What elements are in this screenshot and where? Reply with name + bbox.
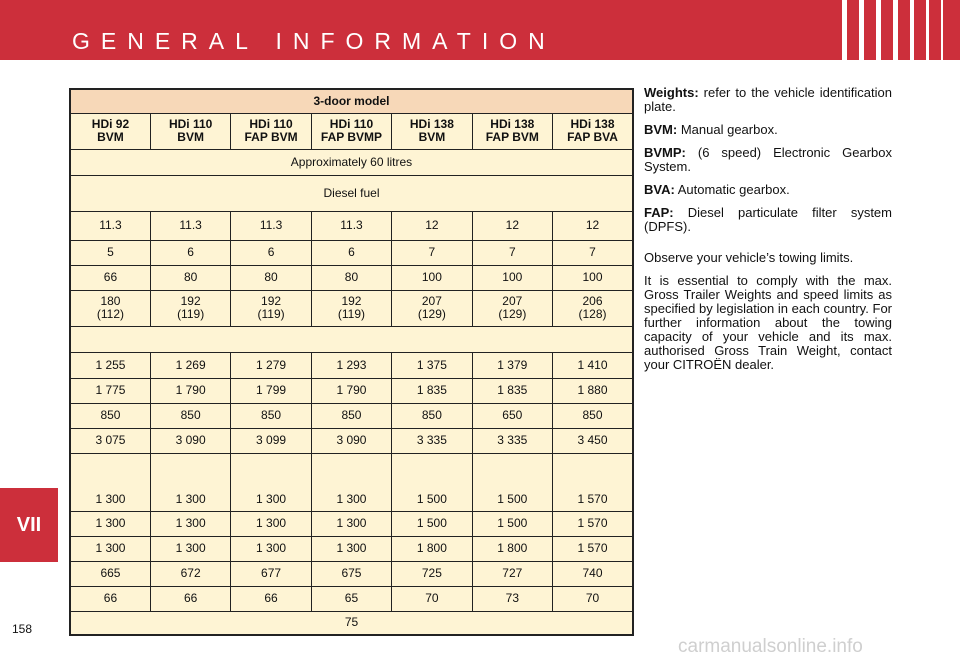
page-title: GENERAL INFORMATION (72, 28, 556, 54)
table-cell: 1 300 (150, 453, 230, 511)
fuel-cell: Diesel fuel (70, 175, 633, 211)
table-cell: 850 (70, 403, 150, 428)
table-row (70, 378, 633, 403)
table-row (70, 511, 633, 536)
note-towing-details: It is essential to comply with the max. Gross Trailer Weights and speed limits as specified by legislation in each country. For further information about the towing capacity of your vehicle and its max. authorised Gross Train Weight, contact your CITROËN dealer. (644, 273, 892, 372)
table-cell: 1 300 (231, 536, 311, 561)
table-cell: 80 (311, 265, 391, 290)
table-cell: 3 335 (472, 428, 552, 453)
table-cell: 1 279 (231, 352, 311, 378)
note-bvm: BVM: Manual gearbox. (644, 122, 778, 137)
table-cell: 12 (553, 211, 633, 240)
table-row (70, 211, 633, 240)
last-row-cell: 75 (70, 611, 633, 635)
note-fap: FAP: Diesel particulate filter system (DPFS). (644, 205, 892, 234)
table-cell: 7 (472, 240, 552, 265)
table-cell: 7 (392, 240, 472, 265)
table-cell: 1 410 (553, 352, 633, 378)
column-header: HDi 138 FAP BVM (472, 113, 552, 149)
table-cell: 66 (150, 586, 230, 611)
table-cell: 1 799 (231, 378, 311, 403)
table-cell: 207 (129) (472, 290, 552, 326)
header-stripe (941, 0, 943, 60)
table-cell: 12 (392, 211, 472, 240)
table-cell: 1 300 (70, 453, 150, 511)
table-cell: 80 (231, 265, 311, 290)
table-cell: 100 (553, 265, 633, 290)
table-cell: 70 (553, 586, 633, 611)
table-cell: 66 (231, 586, 311, 611)
table-cell: 740 (553, 561, 633, 586)
column-header: HDi 138 FAP BVA (553, 113, 633, 149)
page-number: 158 (12, 622, 33, 636)
table-cell: 650 (472, 403, 552, 428)
table-cell: 1 880 (553, 378, 633, 403)
table-cell: 1 300 (70, 511, 150, 536)
table-cell: 677 (231, 561, 311, 586)
table-cell: 1 790 (150, 378, 230, 403)
column-header: HDi 110 BVM (150, 113, 230, 149)
table-row (70, 536, 633, 561)
table-row (70, 240, 633, 265)
table-row (70, 403, 633, 428)
table-cell: 1 293 (311, 352, 391, 378)
table-title: 3-door model (70, 89, 633, 113)
header-stripe (876, 0, 881, 60)
table-cell: 11.3 (231, 211, 311, 240)
chapter-tab: VII (0, 488, 58, 562)
note-towing-limits: Observe your vehicle’s towing limits. (644, 250, 854, 265)
table-row (70, 265, 633, 290)
header-stripe (926, 0, 929, 60)
table-cell: 1 500 (392, 511, 472, 536)
table-cell: 73 (472, 586, 552, 611)
table-cell: 1 300 (150, 536, 230, 561)
table-cell: 1 790 (311, 378, 391, 403)
table-cell: 6 (150, 240, 230, 265)
table-cell: 1 570 (553, 453, 633, 511)
note-weights: Weights: refer to the vehicle identification plate. (644, 85, 892, 114)
table-cell: 672 (150, 561, 230, 586)
table-cell: 1 835 (392, 378, 472, 403)
table-cell: 7 (553, 240, 633, 265)
blank-row (70, 326, 633, 352)
table-cell: 3 090 (150, 428, 230, 453)
table-cell: 70 (392, 586, 472, 611)
table-cell: 850 (150, 403, 230, 428)
table-cell: 11.3 (311, 211, 391, 240)
table-cell: 11.3 (70, 211, 150, 240)
table-cell: 1 800 (472, 536, 552, 561)
table-cell: 5 (70, 240, 150, 265)
table-cell: 1 800 (392, 536, 472, 561)
table-row (70, 352, 633, 378)
column-header: HDi 110 FAP BVM (231, 113, 311, 149)
table-cell: 6 (311, 240, 391, 265)
table-row (70, 453, 633, 511)
table-row (70, 428, 633, 453)
table-cell: 1 375 (392, 352, 472, 378)
note-bva: BVA: Automatic gearbox. (644, 182, 790, 197)
watermark: carmanualsonline.info (678, 636, 863, 657)
table-cell: 1 500 (472, 453, 552, 511)
header-stripe (893, 0, 898, 60)
table-cell: 1 775 (70, 378, 150, 403)
table-cell: 1 500 (472, 511, 552, 536)
table-cell: 206 (128) (553, 290, 633, 326)
table-cell: 1 300 (311, 511, 391, 536)
table-cell: 1 300 (70, 536, 150, 561)
table-cell: 850 (231, 403, 311, 428)
header-stripe (842, 0, 847, 60)
table-cell: 1 379 (472, 352, 552, 378)
table-cell: 1 570 (553, 511, 633, 536)
tank-capacity-cell: Approximately 60 litres (70, 149, 633, 175)
table-cell: 192 (119) (231, 290, 311, 326)
column-header: HDi 110 FAP BVMP (311, 113, 391, 149)
table-cell: 727 (472, 561, 552, 586)
column-header: HDi 138 BVM (392, 113, 472, 149)
table-cell: 65 (311, 586, 391, 611)
table-cell: 1 300 (231, 511, 311, 536)
table-cell: 1 300 (311, 453, 391, 511)
table-cell: 3 090 (311, 428, 391, 453)
table-cell: 207 (129) (392, 290, 472, 326)
header-bar (0, 0, 960, 60)
table-cell: 665 (70, 561, 150, 586)
table-cell: 3 450 (553, 428, 633, 453)
table-cell: 6 (231, 240, 311, 265)
table-cell: 1 835 (472, 378, 552, 403)
table-cell: 80 (150, 265, 230, 290)
spec-table (69, 88, 634, 636)
table-cell: 1 269 (150, 352, 230, 378)
table-cell: 725 (392, 561, 472, 586)
table-cell: 66 (70, 586, 150, 611)
table-cell: 1 300 (150, 511, 230, 536)
column-header-row (70, 113, 633, 149)
header-stripe (859, 0, 864, 60)
table-cell: 1 500 (392, 453, 472, 511)
table-cell: 100 (472, 265, 552, 290)
table-cell: 1 300 (311, 536, 391, 561)
table-cell: 11.3 (150, 211, 230, 240)
table-cell: 1 570 (553, 536, 633, 561)
table-cell: 850 (392, 403, 472, 428)
table-cell: 3 099 (231, 428, 311, 453)
table-cell: 1 300 (231, 453, 311, 511)
column-header: HDi 92 BVM (70, 113, 150, 149)
table-cell: 850 (311, 403, 391, 428)
note-bvmp: BVMP: (6 speed) Electronic Gearbox System. (644, 145, 892, 174)
table-cell: 192 (119) (311, 290, 391, 326)
table-row (70, 561, 633, 586)
table-cell: 1 255 (70, 352, 150, 378)
header-stripe (910, 0, 914, 60)
table-cell: 180 (112) (70, 290, 150, 326)
table-row (70, 290, 633, 326)
table-cell: 3 335 (392, 428, 472, 453)
table-cell: 850 (553, 403, 633, 428)
table-row (70, 586, 633, 611)
table-cell: 192 (119) (150, 290, 230, 326)
table-cell: 12 (472, 211, 552, 240)
table-cell: 100 (392, 265, 472, 290)
table-cell: 3 075 (70, 428, 150, 453)
table-cell: 66 (70, 265, 150, 290)
table-cell: 675 (311, 561, 391, 586)
notes-panel (644, 86, 892, 381)
